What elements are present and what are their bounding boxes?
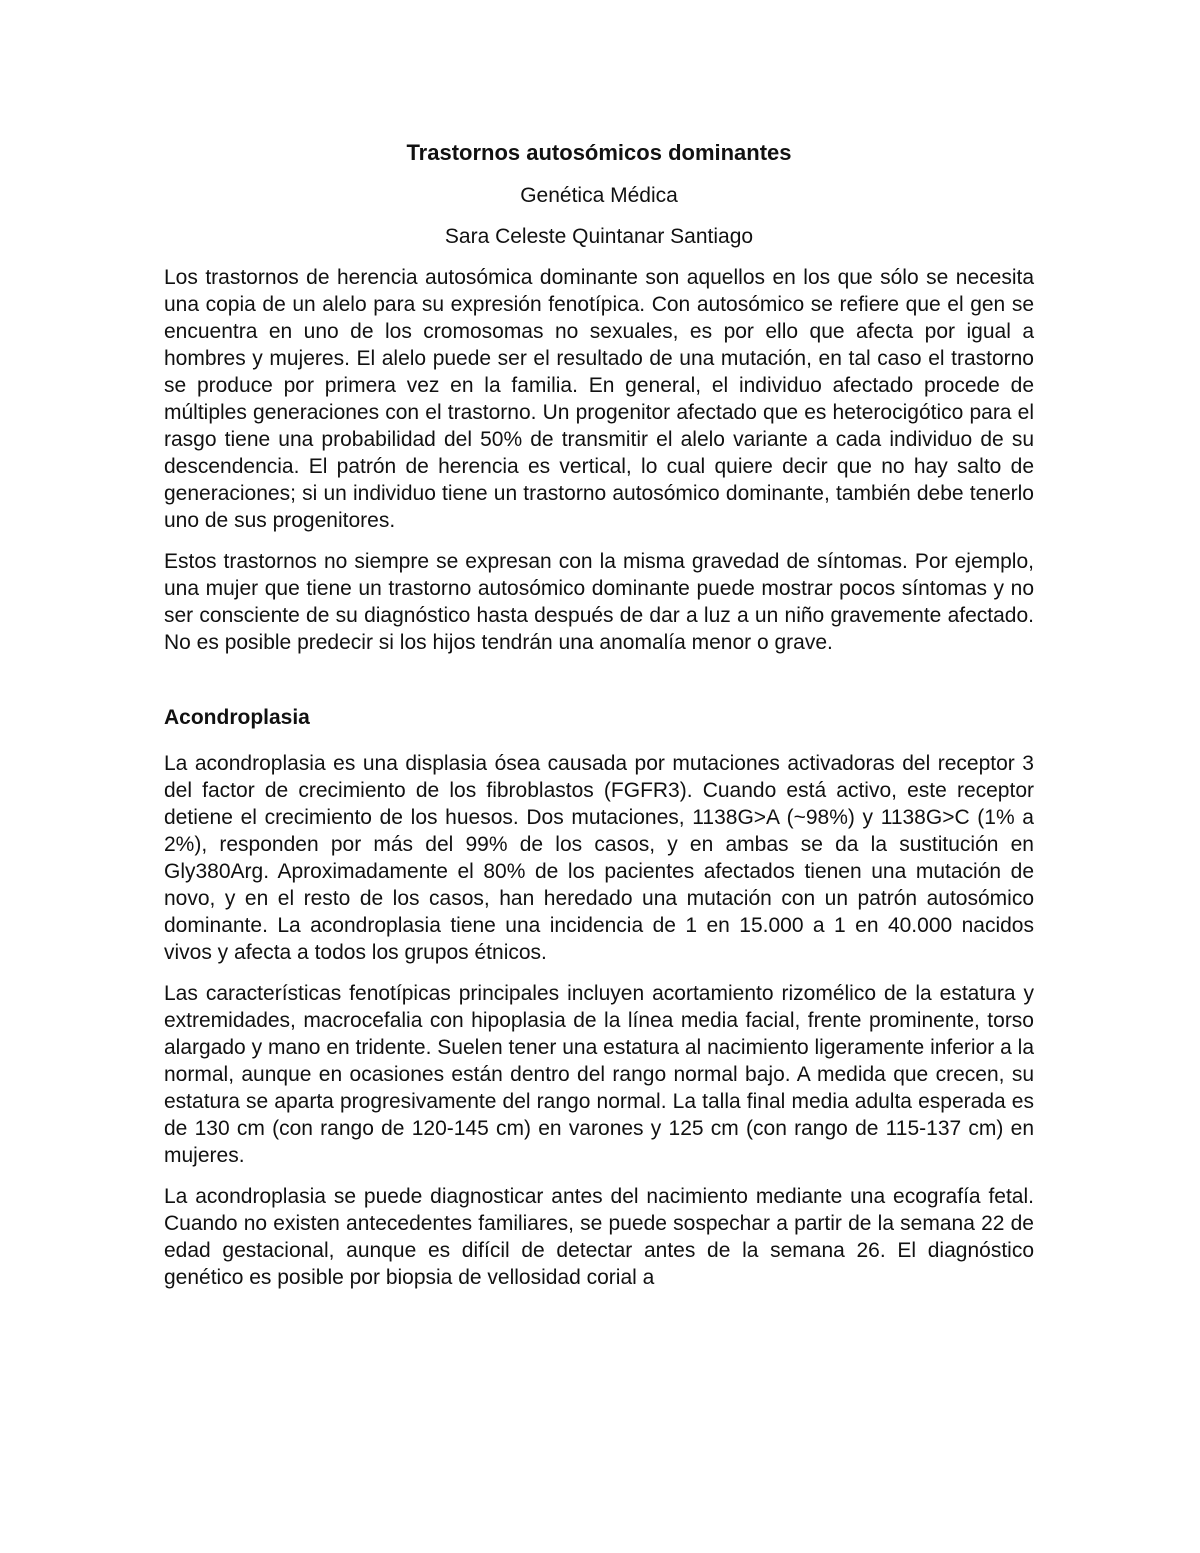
document-content: [164, 138, 1034, 1305]
intro-paragraph-2: Estos trastornos no siempre se expresan con la misma gravedad de síntomas. Por ejemplo, una mujer que tiene un trastorno autosómico dominante puede mostrar pocos síntomas y no ser consciente de su diagnóstico hasta después de dar a luz a un niño gravemente afectado. No es posible predecir si los hijos tendrán una anomalía menor o grave.: [164, 550, 1034, 654]
section-paragraph-3: La acondroplasia se puede diagnosticar antes del nacimiento mediante una ecografía fetal. Cuando no existen antecedentes familiares, se puede sospechar a partir de la semana 22 de edad gestacional, aunque es difícil de detectar antes de la semana 26. El diagnóstico genético es posible por biopsia de vellosidad corial a: [164, 1185, 1034, 1289]
section-paragraph-2: Las características fenotípicas principales incluyen acortamiento rizomélico de la estatura y extremidades, macrocefalia con hipoplasia de la línea media facial, frente prominente, torso alargado y mano en tridente. Suelen tener una estatura al nacimiento ligeramente inferior a la normal, aunque en ocasiones están dentro del rango normal bajo. A medida que crecen, su estatura se aparta progresivamente del rango normal. La talla final media adulta esperada es de 130 cm (con rango de 120-145 cm) en varones y 125 cm (con rango de 115-137 cm) en mujeres.: [164, 982, 1034, 1167]
document-title: Trastornos autosómicos dominantes: [406, 140, 792, 165]
document-author: Sara Celeste Quintanar Santiago: [444, 225, 754, 248]
section-heading-acondroplasia: Acondroplasia: [164, 706, 310, 729]
section-paragraph-1: La acondroplasia es una displasia ósea causada por mutaciones activadoras del receptor 3 del factor de crecimiento de los fibroblastos (FGFR3). Cuando está activo, este receptor detiene el crecimiento de los huesos. Dos mutaciones, 1138G>A (~98%) y 1138G>C (1% a 2%), responden por más del 99% de los casos, y en ambas se da la sustitución en Gly380Arg. Aproximadamente el 80% de los pacientes afectados tienen una mutación de novo, y en el resto de los casos, han heredado una mutación con un patrón autosómico dominante. La acondroplasia tiene una incidencia de 1 en 15.000 a 1 en 40.000 nacidos vivos y afecta a todos los grupos étnicos.: [164, 752, 1034, 964]
intro-paragraph-1: Los trastornos de herencia autosómica dominante son aquellos en los que sólo se necesita una copia de un alelo para su expresión fenotípica. Con autosómico se refiere que el gen se encuentra en uno de los cromosomas no sexuales, es por ello que afecta por igual a hombres y mujeres. El alelo puede ser el resultado de una mutación, en tal caso el trastorno se produce por primera vez en la familia. En general, el individuo afectado procede de múltiples generaciones con el trastorno. Un progenitor afectado que es heterocigótico para el rasgo tiene una probabilidad del 50% de transmitir el alelo variante a cada individuo de su descendencia. El patrón de herencia es vertical, lo cual quiere decir que no hay salto de generaciones; si un individuo tiene un trastorno autosómico dominante, también debe tenerlo uno de sus progenitores.: [164, 266, 1034, 532]
document-subtitle: Genética Médica: [520, 184, 678, 207]
